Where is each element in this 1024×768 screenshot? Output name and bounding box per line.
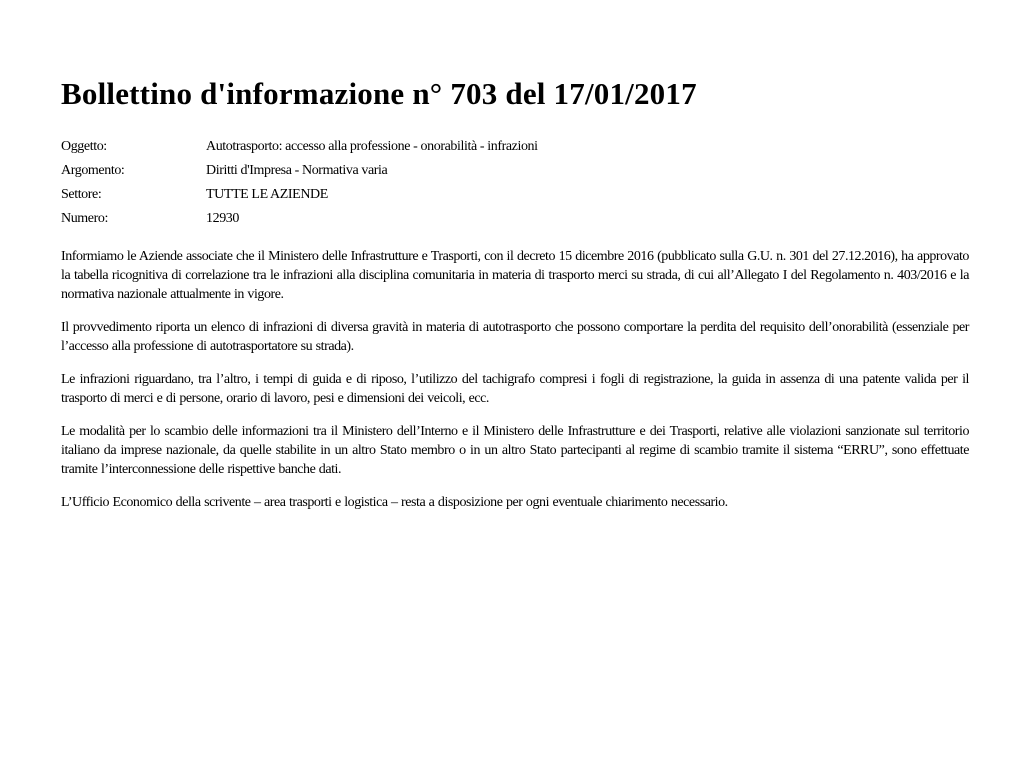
metadata-table bbox=[61, 135, 969, 231]
body-paragraph: Le infrazioni riguardano, tra l’altro, i tempi di guida e di riposo, l’utilizzo del tachigrafo compresi i fogli di registrazione, la guida in assenza di una patente valida per il trasporto di merci e di persone, orario di lavoro, pesi e dimensioni dei veicoli, ecc. bbox=[61, 372, 969, 406]
meta-row-numero bbox=[61, 207, 969, 231]
body-paragraph: Il provvedimento riporta un elenco di infrazioni di diversa gravità in materia di autotrasporto che possono comportare la perdita del requisito dell’onorabilità (essenziale per l’accesso alla professione di autotrasportatore su strada). bbox=[61, 320, 969, 354]
meta-label: Numero: bbox=[61, 211, 108, 226]
meta-row-oggetto bbox=[61, 135, 969, 159]
meta-label: Argomento: bbox=[61, 163, 125, 178]
meta-row-settore bbox=[61, 183, 969, 207]
body-paragraph: Le modalità per lo scambio delle informazioni tra il Ministero dell’Interno e il Ministero delle Infrastrutture e dei Trasporti, relative alle violazioni sanzionate sul territorio italiano da imprese nazionale, da quelle stabilite in un altro Stato membro o in un altro Stato partecipanti al regime di scambio tramite il sistema “ERRU”, sono effettuate tramite l’interconnessione delle rispettive banche dati. bbox=[61, 424, 969, 477]
body-paragraph: L’Ufficio Economico della scrivente – area trasporti e logistica – resta a disposizione per ogni eventuale chiarimento necessario. bbox=[61, 495, 728, 510]
bulletin-body bbox=[61, 247, 969, 512]
meta-row-argomento bbox=[61, 159, 969, 183]
meta-value: 12930 bbox=[206, 211, 240, 226]
meta-value: Diritti d'Impresa - Normativa varia bbox=[206, 163, 388, 178]
meta-label: Settore: bbox=[61, 187, 102, 202]
meta-value: TUTTE LE AZIENDE bbox=[206, 187, 328, 202]
meta-label: Oggetto: bbox=[61, 139, 107, 154]
meta-value: Autotrasporto: accesso alla professione - onorabilità - infrazioni bbox=[206, 139, 538, 154]
bulletin-page bbox=[61, 0, 969, 526]
page-title: Bollettino d'informazione n° 703 del 17/01/2017 bbox=[61, 76, 697, 111]
body-paragraph: Informiamo le Aziende associate che il Ministero delle Infrastrutture e Trasporti, con il decreto 15 dicembre 2016 (pubblicato sulla G.U. n. 301 del 27.12.2016), ha approvato la tabella ricognitiva di correlazione tra le infrazioni alla disciplina comunitaria in materia di trasporto merci su strada, di cui all’Allegato I del Regolamento n. 403/2016 e la normativa nazionale attualmente in vigore. bbox=[61, 249, 969, 302]
